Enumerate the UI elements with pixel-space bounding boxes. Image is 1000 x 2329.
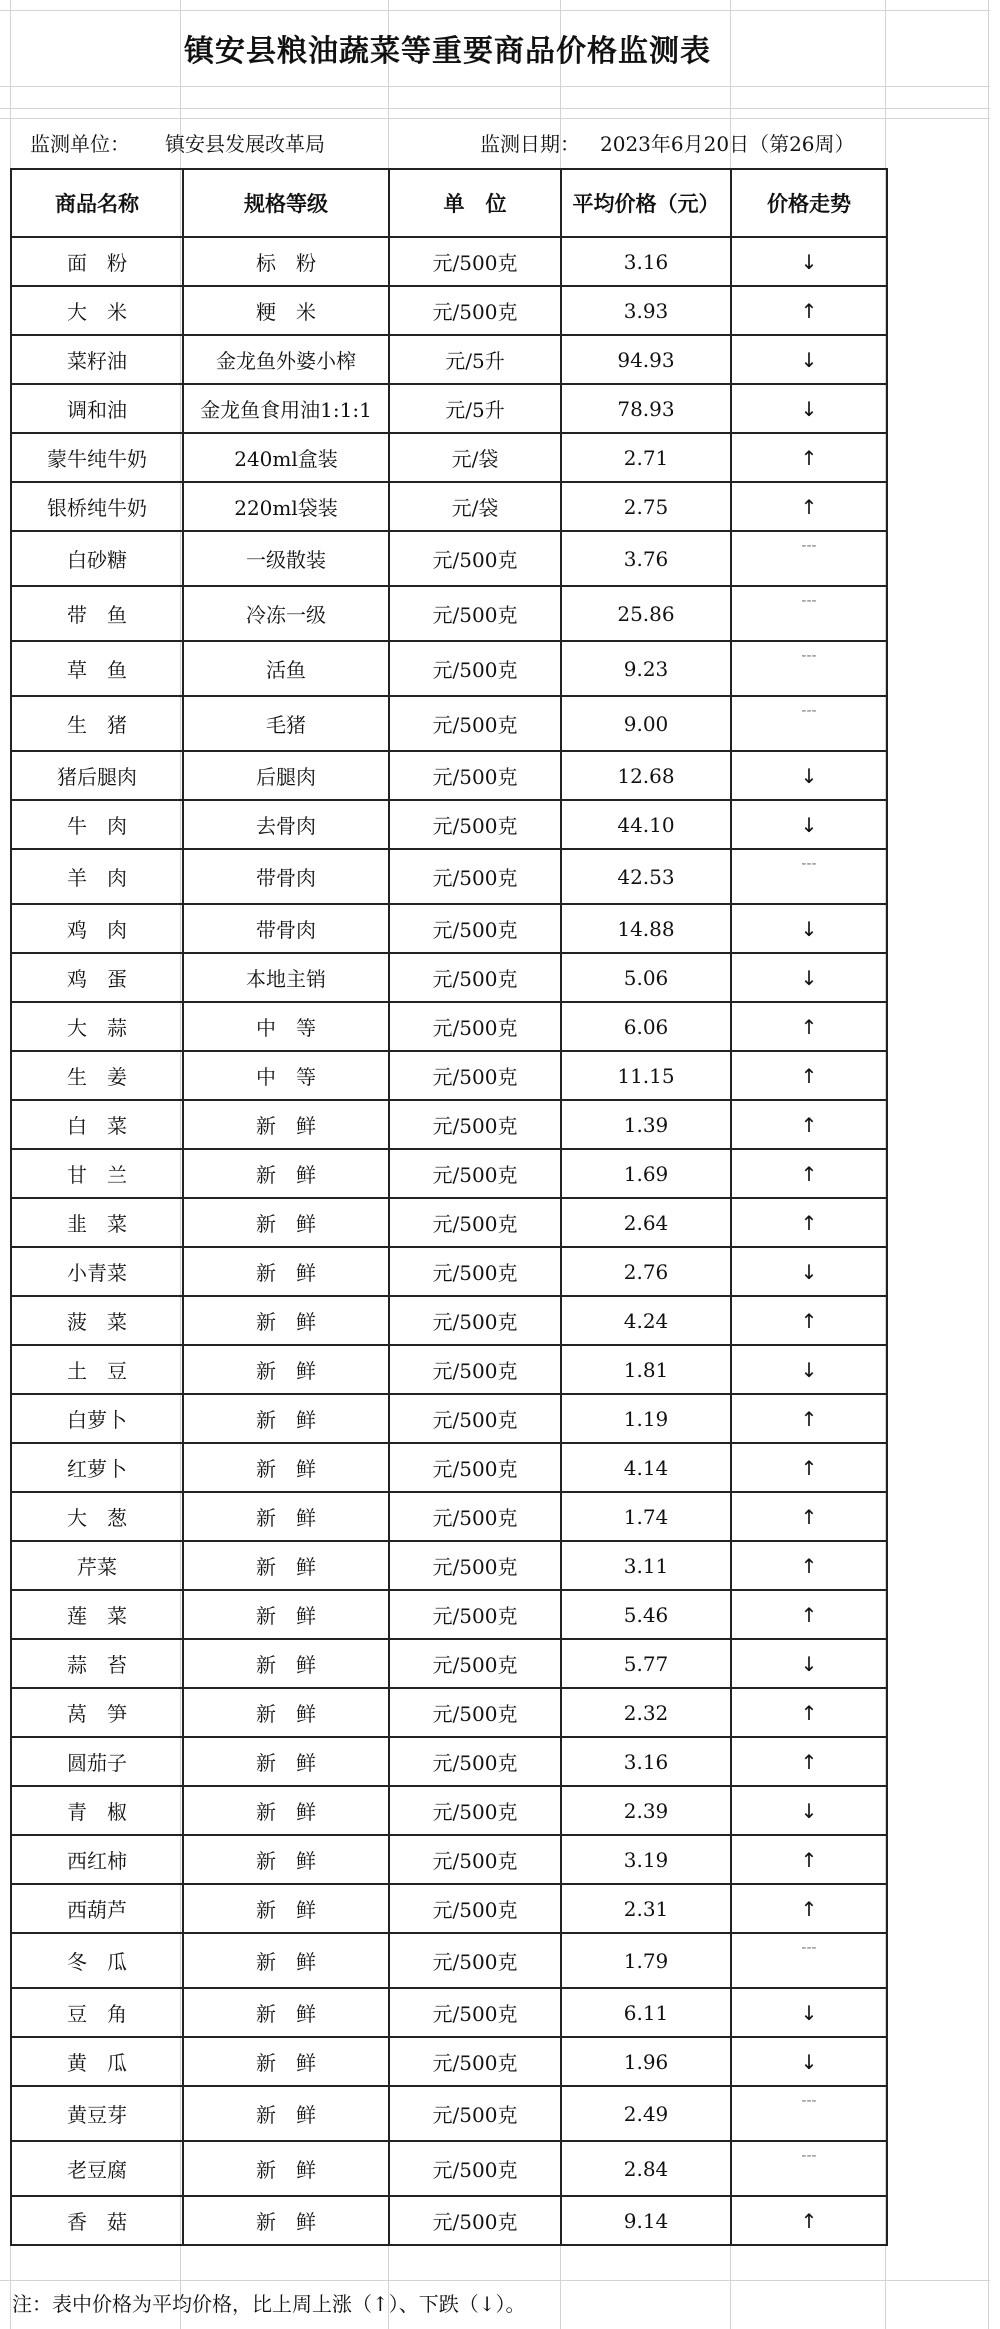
- commodity-name-cell: 蒙牛纯牛奶: [11, 433, 183, 482]
- trend-cell: ↑: [731, 1492, 887, 1541]
- commodity-name-cell: 生 姜: [11, 1051, 183, 1100]
- spec-cell: 新 鲜: [183, 2086, 389, 2141]
- spec-cell: 新 鲜: [183, 1884, 389, 1933]
- footnote: 注：表中价格为平均价格，比上周上涨（↑）、下跌（↓）。: [12, 2291, 526, 2316]
- unit-cell: 元/500克: [389, 1933, 561, 1988]
- price-cell: 1.19: [561, 1394, 731, 1443]
- unit-cell: 元/袋: [389, 433, 561, 482]
- commodity-name-cell: 大 葱: [11, 1492, 183, 1541]
- unit-cell: 元/500克: [389, 641, 561, 696]
- unit-cell: 元/500克: [389, 800, 561, 849]
- column-header-trend: 价格走势: [731, 169, 887, 237]
- spec-cell: 一级散装: [183, 531, 389, 586]
- table-header-row: [11, 169, 887, 237]
- trend-cell: ↑: [731, 1149, 887, 1198]
- unit-cell: 元/500克: [389, 2086, 561, 2141]
- spec-cell: 带骨肉: [183, 849, 389, 904]
- unit-cell: 元/500克: [389, 286, 561, 335]
- unit-cell: 元/500克: [389, 1988, 561, 2037]
- monitor-date-label: 监测日期：: [480, 131, 580, 156]
- trend-cell: ↓: [731, 751, 887, 800]
- unit-cell: 元/500克: [389, 953, 561, 1002]
- spec-cell: 新 鲜: [183, 1247, 389, 1296]
- trend-cell: ↑: [731, 482, 887, 531]
- price-cell: 2.32: [561, 1688, 731, 1737]
- commodity-name-cell: 莴 笋: [11, 1688, 183, 1737]
- spec-cell: 新 鲜: [183, 1835, 389, 1884]
- table-row: [11, 1296, 887, 1345]
- commodity-name-cell: 银桥纯牛奶: [11, 482, 183, 531]
- table-row: [11, 2086, 887, 2141]
- price-cell: 25.86: [561, 586, 731, 641]
- commodity-name-cell: 面 粉: [11, 237, 183, 286]
- spec-cell: 新 鲜: [183, 1296, 389, 1345]
- table-row: [11, 237, 887, 286]
- monitor-date-value: 2023年6月20日（第26周）: [600, 131, 855, 156]
- table-row: [11, 1100, 887, 1149]
- unit-cell: 元/500克: [389, 696, 561, 751]
- unit-cell: 元/500克: [389, 904, 561, 953]
- price-cell: 2.49: [561, 2086, 731, 2141]
- price-cell: 2.76: [561, 1247, 731, 1296]
- table-row: [11, 2141, 887, 2196]
- table-row: [11, 1541, 887, 1590]
- table-row: [11, 1051, 887, 1100]
- spec-cell: 新 鲜: [183, 1345, 389, 1394]
- spec-cell: 中 等: [183, 1002, 389, 1051]
- price-cell: 1.79: [561, 1933, 731, 1988]
- spec-cell: 新 鲜: [183, 2037, 389, 2086]
- trend-cell: ↑: [731, 1590, 887, 1639]
- unit-cell: 元/500克: [389, 1051, 561, 1100]
- commodity-name-cell: 大 米: [11, 286, 183, 335]
- table-row: [11, 1786, 887, 1835]
- commodity-name-cell: 青 椒: [11, 1786, 183, 1835]
- trend-cell: ↓: [731, 2037, 887, 2086]
- spec-cell: 新 鲜: [183, 1639, 389, 1688]
- commodity-name-cell: 调和油: [11, 384, 183, 433]
- trend-cell: ---: [731, 1933, 887, 1988]
- price-cell: 44.10: [561, 800, 731, 849]
- table-row: [11, 800, 887, 849]
- trend-cell: ↑: [731, 286, 887, 335]
- spec-cell: 金龙鱼食用油1:1:1: [183, 384, 389, 433]
- unit-cell: 元/500克: [389, 1247, 561, 1296]
- price-cell: 4.24: [561, 1296, 731, 1345]
- price-cell: 5.46: [561, 1590, 731, 1639]
- price-cell: 1.69: [561, 1149, 731, 1198]
- commodity-name-cell: 甘 兰: [11, 1149, 183, 1198]
- table-row: [11, 1737, 887, 1786]
- price-cell: 4.14: [561, 1443, 731, 1492]
- table-row: [11, 696, 887, 751]
- spec-cell: 后腿肉: [183, 751, 389, 800]
- commodity-name-cell: 老豆腐: [11, 2141, 183, 2196]
- trend-cell: ↑: [731, 433, 887, 482]
- commodity-name-cell: 土 豆: [11, 1345, 183, 1394]
- spec-cell: 新 鲜: [183, 1737, 389, 1786]
- table-row: [11, 384, 887, 433]
- trend-cell: ↑: [731, 1100, 887, 1149]
- table-row: [11, 1988, 887, 2037]
- unit-cell: 元/500克: [389, 2196, 561, 2245]
- trend-cell: ---: [731, 641, 887, 696]
- unit-cell: 元/500克: [389, 1149, 561, 1198]
- table-row: [11, 1492, 887, 1541]
- price-cell: 12.68: [561, 751, 731, 800]
- price-cell: 2.39: [561, 1786, 731, 1835]
- spec-cell: 新 鲜: [183, 1688, 389, 1737]
- price-cell: 14.88: [561, 904, 731, 953]
- spec-cell: 标 粉: [183, 237, 389, 286]
- trend-cell: ↓: [731, 1247, 887, 1296]
- unit-cell: 元/500克: [389, 1884, 561, 1933]
- unit-cell: 元/500克: [389, 1492, 561, 1541]
- spec-cell: 240ml盒装: [183, 433, 389, 482]
- page-title: 镇安县粮油蔬菜等重要商品价格监测表: [184, 34, 711, 69]
- price-cell: 3.16: [561, 1737, 731, 1786]
- table-row: [11, 1835, 887, 1884]
- commodity-name-cell: 豆 角: [11, 1988, 183, 2037]
- table-row: [11, 433, 887, 482]
- price-cell: 9.23: [561, 641, 731, 696]
- monitor-unit-label: 监测单位：: [30, 131, 130, 156]
- unit-cell: 元/500克: [389, 1737, 561, 1786]
- spec-cell: 带骨肉: [183, 904, 389, 953]
- table-row: [11, 641, 887, 696]
- trend-cell: ---: [731, 531, 887, 586]
- unit-cell: 元/500克: [389, 1002, 561, 1051]
- commodity-name-cell: 白 菜: [11, 1100, 183, 1149]
- trend-cell: ↑: [731, 1835, 887, 1884]
- table-row: [11, 1149, 887, 1198]
- unit-cell: 元/500克: [389, 1786, 561, 1835]
- trend-cell: ↓: [731, 1786, 887, 1835]
- price-cell: 9.14: [561, 2196, 731, 2245]
- price-cell: 78.93: [561, 384, 731, 433]
- spec-cell: 中 等: [183, 1051, 389, 1100]
- spec-cell: 新 鲜: [183, 2141, 389, 2196]
- unit-cell: 元/500克: [389, 1688, 561, 1737]
- trend-cell: ↓: [731, 800, 887, 849]
- price-cell: 3.11: [561, 1541, 731, 1590]
- price-cell: 6.11: [561, 1988, 731, 2037]
- commodity-name-cell: 西葫芦: [11, 1884, 183, 1933]
- price-cell: 3.16: [561, 237, 731, 286]
- trend-cell: ↑: [731, 1443, 887, 1492]
- trend-cell: ↑: [731, 1688, 887, 1737]
- spec-cell: 新 鲜: [183, 1443, 389, 1492]
- unit-cell: 元/500克: [389, 2037, 561, 2086]
- trend-cell: ↓: [731, 953, 887, 1002]
- column-header-unit: 单 位: [389, 169, 561, 237]
- commodity-name-cell: 圆茄子: [11, 1737, 183, 1786]
- unit-cell: 元/500克: [389, 1835, 561, 1884]
- unit-cell: 元/500克: [389, 1296, 561, 1345]
- commodity-name-cell: 红萝卜: [11, 1443, 183, 1492]
- spec-cell: 新 鲜: [183, 1933, 389, 1988]
- price-cell: 3.76: [561, 531, 731, 586]
- unit-cell: 元/500克: [389, 751, 561, 800]
- monitor-unit-value: 镇安县发展改革局: [165, 131, 325, 156]
- commodity-name-cell: 蒜 苔: [11, 1639, 183, 1688]
- commodity-name-cell: 羊 肉: [11, 849, 183, 904]
- price-cell: 2.64: [561, 1198, 731, 1247]
- table-row: [11, 482, 887, 531]
- unit-cell: 元/5升: [389, 384, 561, 433]
- unit-cell: 元/500克: [389, 1639, 561, 1688]
- price-cell: 42.53: [561, 849, 731, 904]
- unit-cell: 元/袋: [389, 482, 561, 531]
- unit-cell: 元/500克: [389, 586, 561, 641]
- price-cell: 2.71: [561, 433, 731, 482]
- table-row: [11, 286, 887, 335]
- table-row: [11, 1688, 887, 1737]
- price-cell: 1.39: [561, 1100, 731, 1149]
- price-cell: 1.74: [561, 1492, 731, 1541]
- spec-cell: 新 鲜: [183, 1988, 389, 2037]
- commodity-name-cell: 菠 菜: [11, 1296, 183, 1345]
- trend-cell: ---: [731, 586, 887, 641]
- table-row: [11, 1884, 887, 1933]
- table-row: [11, 953, 887, 1002]
- trend-cell: ↑: [731, 1296, 887, 1345]
- commodity-name-cell: 大 蒜: [11, 1002, 183, 1051]
- spec-cell: 新 鲜: [183, 1786, 389, 1835]
- spec-cell: 金龙鱼外婆小榨: [183, 335, 389, 384]
- unit-cell: 元/500克: [389, 1541, 561, 1590]
- trend-cell: ↑: [731, 1884, 887, 1933]
- trend-cell: ↓: [731, 335, 887, 384]
- unit-cell: 元/500克: [389, 849, 561, 904]
- unit-cell: 元/500克: [389, 1100, 561, 1149]
- table-row: [11, 904, 887, 953]
- price-cell: 9.00: [561, 696, 731, 751]
- unit-cell: 元/500克: [389, 1345, 561, 1394]
- unit-cell: 元/500克: [389, 531, 561, 586]
- trend-cell: ↓: [731, 1639, 887, 1688]
- commodity-name-cell: 牛 肉: [11, 800, 183, 849]
- commodity-name-cell: 黄豆芽: [11, 2086, 183, 2141]
- trend-cell: ---: [731, 2086, 887, 2141]
- spec-cell: 本地主销: [183, 953, 389, 1002]
- unit-cell: 元/500克: [389, 2141, 561, 2196]
- trend-cell: ↓: [731, 384, 887, 433]
- trend-cell: ↑: [731, 1051, 887, 1100]
- spec-cell: 新 鲜: [183, 1149, 389, 1198]
- table-row: [11, 1247, 887, 1296]
- commodity-name-cell: 冬 瓜: [11, 1933, 183, 1988]
- commodity-name-cell: 白萝卜: [11, 1394, 183, 1443]
- spec-cell: 毛猪: [183, 696, 389, 751]
- column-header-price: 平均价格（元）: [561, 169, 731, 237]
- spec-cell: 粳 米: [183, 286, 389, 335]
- trend-cell: ---: [731, 696, 887, 751]
- table-row: [11, 1933, 887, 1988]
- table-row: [11, 2037, 887, 2086]
- price-cell: 2.31: [561, 1884, 731, 1933]
- spec-cell: 冷冻一级: [183, 586, 389, 641]
- commodity-name-cell: 香 菇: [11, 2196, 183, 2245]
- table-row: [11, 1443, 887, 1492]
- commodity-name-cell: 草 鱼: [11, 641, 183, 696]
- commodity-name-cell: 芹菜: [11, 1541, 183, 1590]
- trend-cell: ↓: [731, 904, 887, 953]
- trend-cell: ---: [731, 849, 887, 904]
- column-header-name: 商品名称: [11, 169, 183, 237]
- commodity-name-cell: 生 猪: [11, 696, 183, 751]
- trend-cell: ↑: [731, 1541, 887, 1590]
- table-row: [11, 1198, 887, 1247]
- commodity-name-cell: 白砂糖: [11, 531, 183, 586]
- price-cell: 11.15: [561, 1051, 731, 1100]
- trend-cell: ↓: [731, 237, 887, 286]
- commodity-name-cell: 猪后腿肉: [11, 751, 183, 800]
- spec-cell: 新 鲜: [183, 1590, 389, 1639]
- price-cell: 1.96: [561, 2037, 731, 2086]
- spec-cell: 220ml袋装: [183, 482, 389, 531]
- price-cell: 3.19: [561, 1835, 731, 1884]
- price-table: [10, 168, 888, 2246]
- trend-cell: ↓: [731, 1345, 887, 1394]
- table-row: [11, 2196, 887, 2245]
- spec-cell: 活鱼: [183, 641, 389, 696]
- price-cell: 3.93: [561, 286, 731, 335]
- commodity-name-cell: 菜籽油: [11, 335, 183, 384]
- spec-cell: 新 鲜: [183, 2196, 389, 2245]
- table-row: [11, 849, 887, 904]
- table-row: [11, 586, 887, 641]
- commodity-name-cell: 鸡 蛋: [11, 953, 183, 1002]
- price-cell: 94.93: [561, 335, 731, 384]
- spec-cell: 新 鲜: [183, 1198, 389, 1247]
- table-row: [11, 1639, 887, 1688]
- unit-cell: 元/500克: [389, 237, 561, 286]
- commodity-name-cell: 小青菜: [11, 1247, 183, 1296]
- price-cell: 5.77: [561, 1639, 731, 1688]
- table-row: [11, 1002, 887, 1051]
- price-cell: 2.84: [561, 2141, 731, 2196]
- unit-cell: 元/500克: [389, 1394, 561, 1443]
- unit-cell: 元/500克: [389, 1198, 561, 1247]
- spec-cell: 新 鲜: [183, 1394, 389, 1443]
- trend-cell: ↓: [731, 1988, 887, 2037]
- trend-cell: ---: [731, 2141, 887, 2196]
- spec-cell: 新 鲜: [183, 1492, 389, 1541]
- spec-cell: 新 鲜: [183, 1100, 389, 1149]
- trend-cell: ↑: [731, 2196, 887, 2245]
- trend-cell: ↑: [731, 1002, 887, 1051]
- spec-cell: 新 鲜: [183, 1541, 389, 1590]
- table-row: [11, 1590, 887, 1639]
- commodity-name-cell: 带 鱼: [11, 586, 183, 641]
- price-cell: 5.06: [561, 953, 731, 1002]
- unit-cell: 元/500克: [389, 1443, 561, 1492]
- commodity-name-cell: 西红柿: [11, 1835, 183, 1884]
- unit-cell: 元/5升: [389, 335, 561, 384]
- price-cell: 2.75: [561, 482, 731, 531]
- commodity-name-cell: 鸡 肉: [11, 904, 183, 953]
- trend-cell: ↑: [731, 1737, 887, 1786]
- unit-cell: 元/500克: [389, 1590, 561, 1639]
- commodity-name-cell: 莲 菜: [11, 1590, 183, 1639]
- table-row: [11, 751, 887, 800]
- price-cell: 6.06: [561, 1002, 731, 1051]
- table-row: [11, 531, 887, 586]
- commodity-name-cell: 韭 菜: [11, 1198, 183, 1247]
- column-header-spec: 规格等级: [183, 169, 389, 237]
- table-row: [11, 335, 887, 384]
- table-row: [11, 1345, 887, 1394]
- table-row: [11, 1394, 887, 1443]
- commodity-name-cell: 黄 瓜: [11, 2037, 183, 2086]
- trend-cell: ↑: [731, 1394, 887, 1443]
- price-cell: 1.81: [561, 1345, 731, 1394]
- spec-cell: 去骨肉: [183, 800, 389, 849]
- trend-cell: ↑: [731, 1198, 887, 1247]
